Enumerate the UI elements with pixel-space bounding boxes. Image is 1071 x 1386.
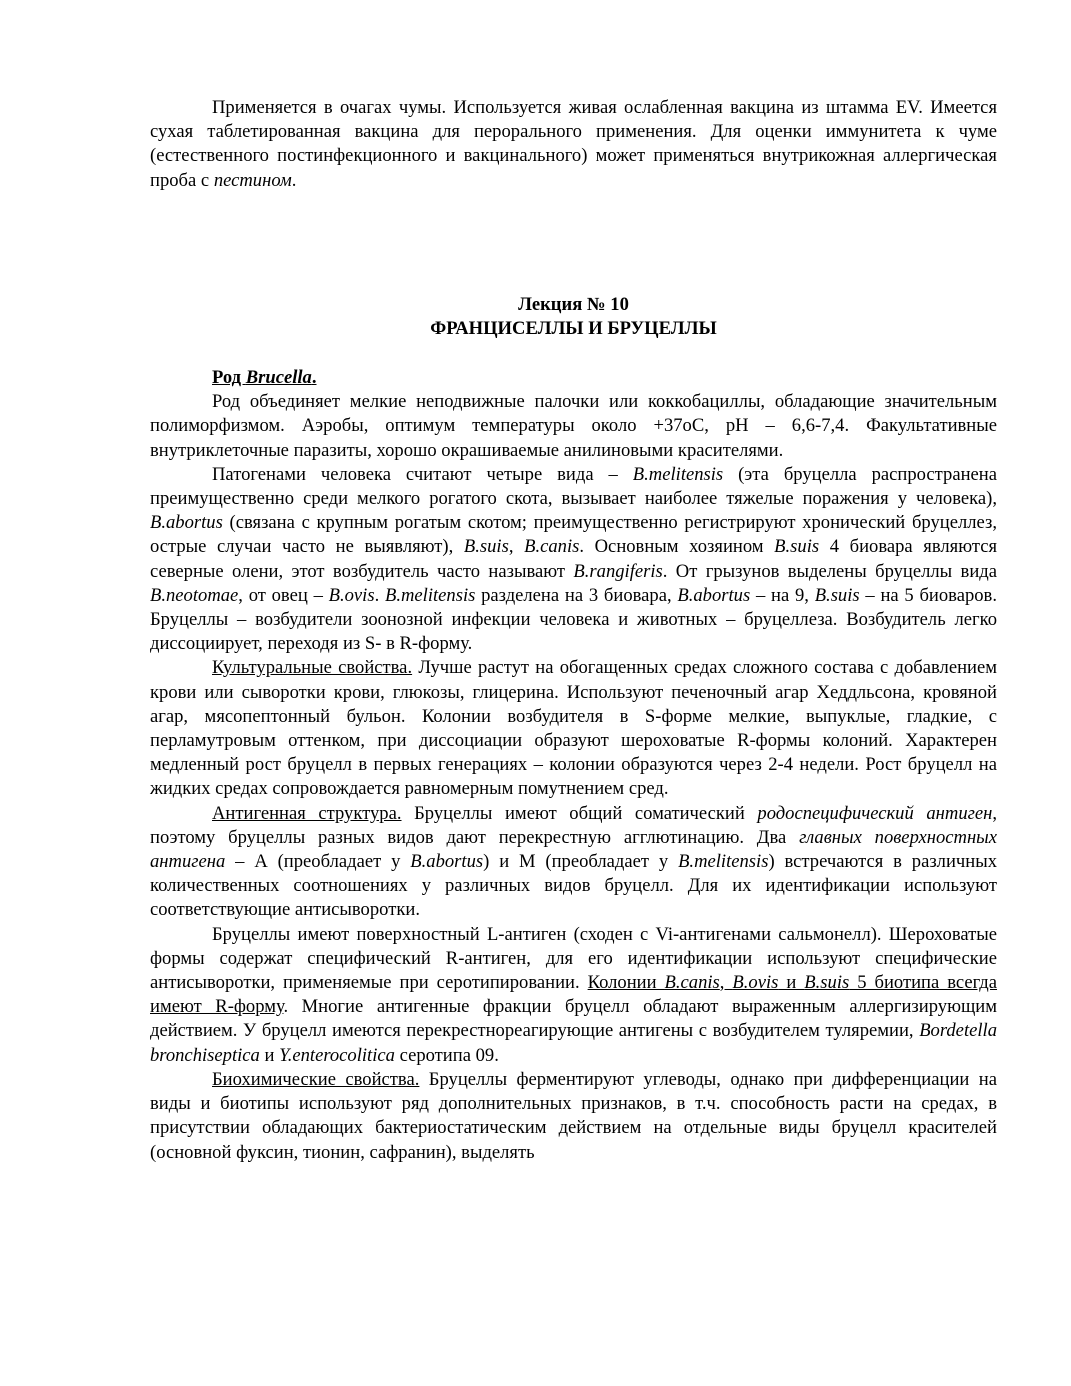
antigen-heading: Антигенная структура.: [212, 802, 402, 824]
biochem-paragraph: Биохимические свойства. Бруцеллы ферментируют углеводы, однако при дифференциации на виды и биотипы используют ряд дополнительных признаков, в т.ч. способность расти на средах, в присутствии обладающих бактериостатическим действием на отдельные виды бруцелл красителей (основной фуксин, тионин, сафранин), выделять: [150, 1068, 997, 1163]
genus-heading: Род Brucella.: [212, 367, 317, 388]
culture-heading: Культуральные свойства.: [212, 657, 413, 679]
pathogens-paragraph: Патогенами человека считают четыре вида – B.melitensis (эта бруцелла распространена преимущественно среди мелкого рогатого скота, вызывает наиболее тяжелые поражения у человека), B.abortus (связана с крупным рогатым скотом; преимущественно регистрируют хронический бруцеллез, острые случаи часто не выявляют), B.suis, B.canis. Основным хозяином B.suis 4 биовара являются северные олени, этот возбудитель часто называют B.rangiferis. От грызунов выделены бруцеллы вида B.neotomae, от овец – B.ovis. B.melitensis разделена на 3 биовара, B.abortus – на 9, B.suis – на 5 биоваров. Бруцеллы – возбудители зоонозной инфекции человека и животных – бруцеллеза. Возбудитель легко диссоциирует, переходя из S- в R-форму.: [150, 463, 998, 655]
lecture-header: [150, 293, 997, 341]
l-antigen-paragraph: Бруцеллы имеют поверхностный L-антиген (сходен с Vi-антигенами сальмонелл). Шероховатые формы содержат специфический R-антиген, для его идентификации используют специфические антисыворотки, применяемые при серотипировании. Колонии B.canis, B.ovis и B.suis 5 биотипа всегда имеют R-форму. Многие антигенные фракции бруцелл обладают выраженным аллергизирующим действием. У бруцелл имеются перекрестнореагирующие антигены с возбудителем туляремии, Bordetella bronchiseptica и Y.enterocolitica серотипа 09.: [150, 923, 998, 1066]
lecture-number: Лекция № 10: [518, 294, 629, 315]
r-form-note: Колонии B.canis, B.ovis и B.suis 5 биотипа всегда имеют R-форму: [150, 972, 998, 1018]
lecture-body: [150, 366, 997, 1165]
intro-paragraph: Применяется в очагах чумы. Используется живая ослабленная вакцина из штамма EV. Имеется сухая таблетированная вакцина для перорального применения. Для оценки иммунитета к чуме (естественного постинфекционного и вакцинального) может применяться внутрикожная аллергическая проба с пестином.: [150, 97, 997, 191]
pestin-term: пестином: [213, 169, 292, 191]
culture-paragraph: Культуральные свойства. Лучше растут на обогащенных средах сложного состава с добавлением крови или сыворотки крови, глюкозы, глицерина. Используют печеночный агар Хеддльсона, кровяной агар, мясопептонный бульон. Колонии возбудителя в S-форме мелкие, выпуклые, гладкие, с перламутровым оттенком, при диссоциации образуют шероховатые R-формы колоний. Характерен медленный рост бруцелл в первых генерациях – колонии образуются через 2-4 недели. Рост бруцелл на жидких средах сопровождается равномерным помутнением сред.: [150, 657, 997, 800]
lecture-title: ФРАНЦИСЕЛЛЫ И БРУЦЕЛЛЫ: [430, 318, 717, 340]
biochem-heading: Биохимические свойства.: [212, 1068, 420, 1090]
genus-paragraph: Род объединяет мелкие неподвижные палочки или коккобациллы, обладающие значительным полиморфизмом. Аэробы, оптимум температуры около +37оС, рН – 6,6-7,4. Факультативные внутриклеточные паразиты, хорошо окрашиваемые анилиновыми красителями.: [150, 391, 997, 461]
antigen-paragraph: Антигенная структура. Бруцеллы имеют общий соматический родоспецифический антиген, поэтому бруцеллы разных видов дают перекрестную агглютинацию. Два главных поверхностных антигена – А (преобладает у B.abortus) и М (преобладает у B.melitensis) встречаются в различных количественных соотношениях у различных видов бруцелл. Для их идентификации используют соответствующие антисыворотки.: [150, 802, 998, 921]
